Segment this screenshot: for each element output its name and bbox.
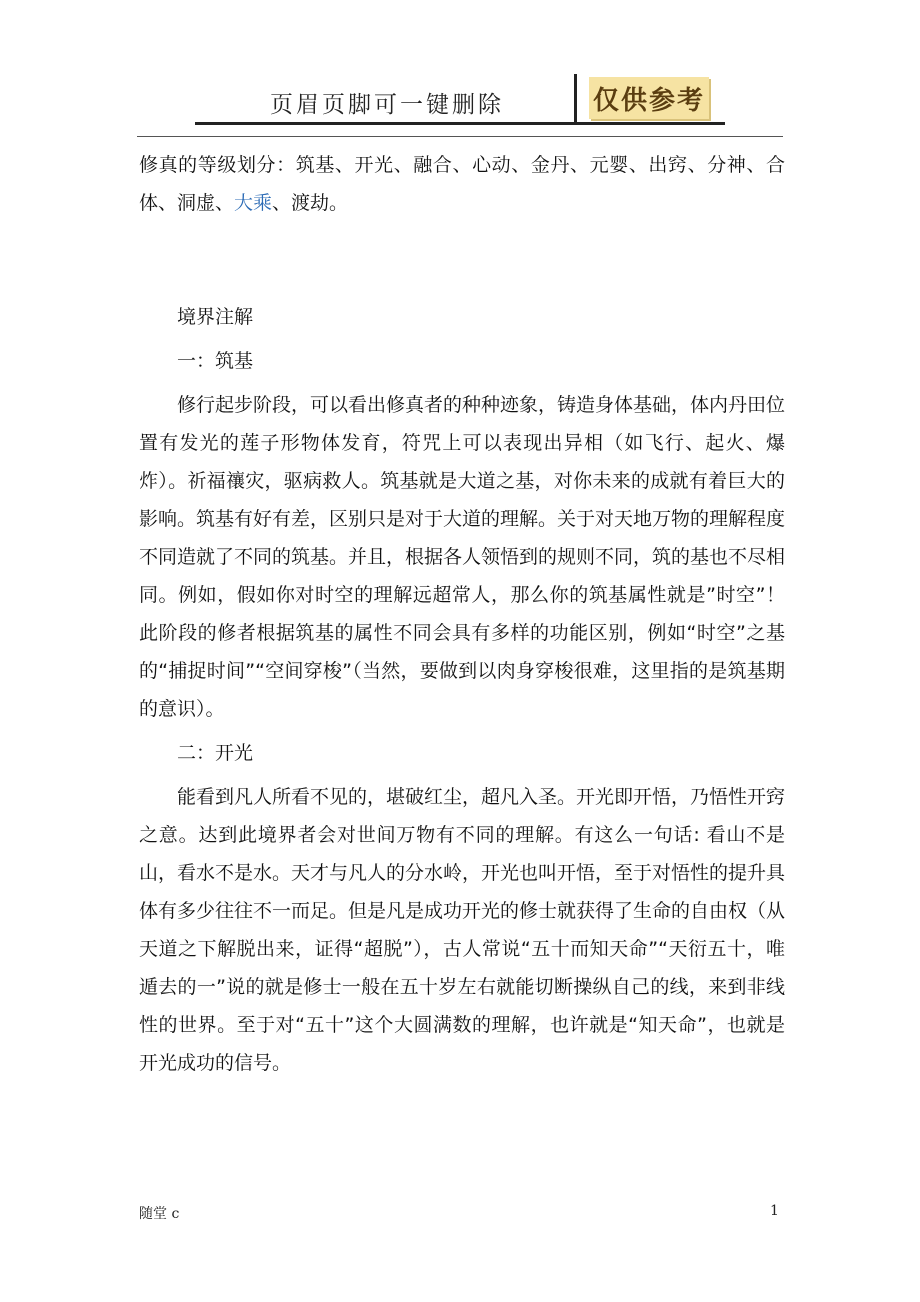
page-number: 1	[770, 1203, 779, 1219]
stage-paragraph: 修行起步阶段，可以看出修真者的种种迹象，铸造身体基础，体内丹田位置有发光的莲子形物体发育，符咒上可以表现出异相（如飞行、起火、爆炸）。祈福禳灾，驱病救人。筑基就是大道之基，对你未来的成就有着巨大的影响。筑基有好有差，区别只是对于大道的理解。关于对天地万物的理解程度不同造就了不同的筑基。并且，根据各人领悟到的规则不同，筑的基也不尽相同。例如，假如你对时空的理解远超常人，那么你的筑基属性就是”时空”！此阶段的修者根据筑基的属性不同会具有多样的功能区别，例如“时空”之基的“捕捉时间”“空间穿梭”（当然，要做到以肉身穿梭很难，这里指的是筑基期的意识）。	[139, 394, 786, 720]
spacer	[139, 222, 785, 298]
stage-heading: 二：开光	[177, 742, 254, 764]
reference-badge: 仅供参考	[589, 77, 709, 119]
intro-text-end: 、渡劫。	[272, 192, 349, 214]
header-title: 页眉页脚可一键删除	[270, 92, 504, 118]
footer-label: 随堂 c	[139, 1206, 180, 1222]
stage-heading: 一：筑基	[177, 350, 254, 372]
section-title: 境界注解	[177, 306, 254, 328]
header-divider	[574, 74, 577, 124]
page-header	[0, 0, 920, 140]
intro-text: 修真的等级划分：筑基、开光、融合、心动、金丹、元婴、出窍、分神、合体、洞虚、	[139, 154, 785, 214]
stage-paragraph: 能看到凡人所看不见的，堪破红尘，超凡入圣。开光即开悟，乃悟性开窍之意。达到此境界者会对世间万物有不同的理解。有这么一句话: 看山不是山，看水不是水。天才与凡人的分水岭，开光也叫开悟，至于对悟性的提升具体有多少往往不一而足。但是凡是成功开光的修士就获得了生命的自由权（从天道之下解脱出来，证得“超脱”），古人常说“五十而知天命”“天衍五十，唯遁去的一”说的就是修士一般在五十岁左右就能切断操纵自己的线，来到非线性的世界。至于对“五十”这个大圆满数的理解，也许就是“知天命”，也就是开光成功的信号。	[139, 786, 786, 1074]
intro-paragraph	[139, 146, 785, 222]
header-underline	[195, 122, 725, 125]
header-rule	[137, 136, 783, 137]
document-body	[139, 146, 785, 1082]
highlighted-term-link[interactable]: 大乘	[234, 192, 273, 214]
